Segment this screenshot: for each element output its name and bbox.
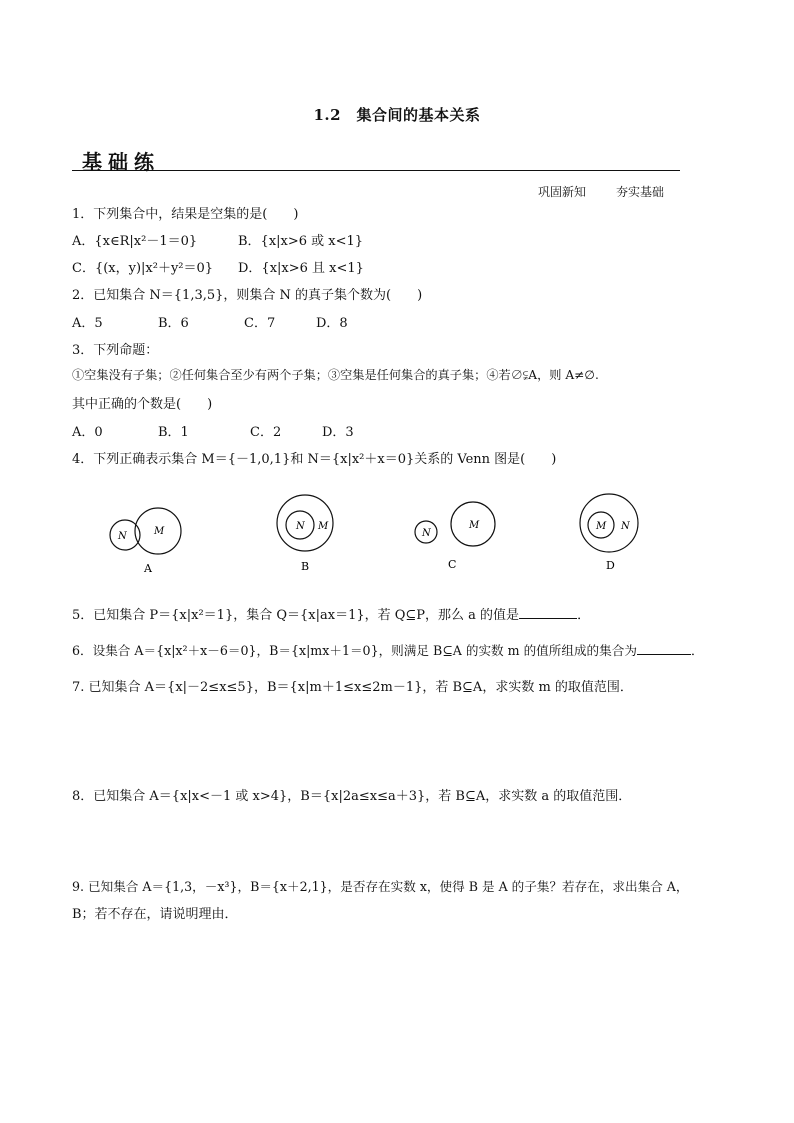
venn-a-caption: A bbox=[144, 562, 152, 575]
subtitle-foundation: 夯实基础 bbox=[616, 185, 665, 199]
q3-option-c: C．2 bbox=[250, 425, 282, 440]
subtitle-consolidate: 巩固新知 bbox=[538, 185, 587, 199]
venn-c-label-m: M bbox=[469, 520, 480, 531]
q9-continuation: B；若不存在，请说明理由． bbox=[72, 907, 238, 922]
venn-option-c bbox=[415, 502, 495, 546]
q7-stem: 7. 已知集合 A＝{x|－2≤x≤5}，B＝{x|m＋1≤x≤2m－1}，若 B⊆A，求实数 m 的取值范围． bbox=[72, 680, 633, 695]
q4-venn-diagrams bbox=[0, 480, 794, 590]
q6-line bbox=[72, 640, 704, 659]
section-heading: 基础练 bbox=[82, 150, 160, 174]
q1-options-row2 bbox=[72, 257, 364, 276]
venn-c-label-n: N bbox=[422, 528, 431, 539]
venn-d-label-n: N bbox=[621, 521, 630, 532]
venn-a-label-n: N bbox=[118, 531, 127, 542]
q6-answer-blank bbox=[637, 642, 691, 655]
q9-stem: 9. 已知集合 A＝{1,3，－x³}，B＝{x＋2,1}，是否存在实数 x，使得 B 是 A 的子集？若存在，求出集合 A， bbox=[72, 879, 689, 894]
q2-stem: 2．已知集合 N＝{1,3,5}，则集合 N 的真子集个数为( ) bbox=[72, 288, 423, 303]
q5-line bbox=[72, 604, 590, 623]
q1-option-c: C．{(x，y)|x²＋y²＝0} bbox=[72, 261, 214, 276]
q1-options-row1 bbox=[72, 230, 363, 249]
q1-option-d: D．{x|x>6 且 x<1} bbox=[238, 261, 364, 276]
q3-ask: 其中正确的个数是( ) bbox=[72, 397, 213, 412]
q1-option-a: A．{x∈R|x²－1＝0} bbox=[72, 234, 198, 249]
q5-stem: 5．已知集合 P＝{x|x²＝1}，集合 Q＝{x|ax＝1}，若 Q⊆P，那么 a 的值是 bbox=[72, 608, 520, 623]
q2-option-c: C．7 bbox=[244, 316, 276, 331]
venn-c-caption: C bbox=[448, 558, 457, 571]
q8-stem: 8．已知集合 A＝{x|x<－1 或 x>4}，B＝{x|2a≤x≤a＋3}，若 B⊆A，求实数 a 的取值范围． bbox=[72, 789, 632, 804]
q1-option-b: B．{x|x>6 或 x<1} bbox=[238, 234, 364, 249]
q3-option-a: A．0 bbox=[72, 425, 103, 440]
venn-d-label-m: M bbox=[596, 521, 607, 532]
venn-b-label-n: N bbox=[296, 521, 305, 532]
q2-option-d: D．8 bbox=[316, 316, 348, 331]
q5-end: ． bbox=[577, 608, 591, 623]
q2-options bbox=[72, 312, 348, 331]
q6-stem: 6．设集合 A＝{x|x²＋x－6＝0}，B＝{x|mx＋1＝0}，则满足 B⊆A 的实数 m 的值所组成的集合为 bbox=[72, 643, 637, 658]
q2-option-a: A．5 bbox=[72, 316, 103, 331]
q6-end: ． bbox=[690, 643, 704, 658]
q3-option-d: D．3 bbox=[322, 425, 354, 440]
q5-answer-blank bbox=[519, 606, 577, 619]
venn-d-caption: D bbox=[606, 559, 615, 572]
section-divider bbox=[72, 170, 680, 171]
q3-option-b: B．1 bbox=[158, 425, 189, 440]
venn-a-label-m: M bbox=[154, 526, 165, 537]
page-title: 1.2 集合间的基本关系 bbox=[313, 106, 481, 124]
q3-stem: 3．下列命题： bbox=[72, 343, 159, 358]
q1-stem: 1．下列集合中，结果是空集的是( ) bbox=[72, 207, 299, 222]
q2-option-b: B．6 bbox=[158, 316, 189, 331]
q4-stem: 4．下列正确表示集合 M＝{－1,0,1}和 N＝{x|x²＋x＝0}关系的 Venn 图是( ) bbox=[72, 452, 557, 467]
q3-options bbox=[72, 421, 354, 440]
q3-statements: ①空集没有子集；②任何集合至少有两个子集；③空集是任何集合的真子集；④若∅⫋A，则 A≠∅. bbox=[72, 368, 599, 382]
venn-b-label-m: M bbox=[318, 521, 329, 532]
venn-b-caption: B bbox=[301, 560, 310, 573]
section-subtitle bbox=[538, 183, 664, 200]
